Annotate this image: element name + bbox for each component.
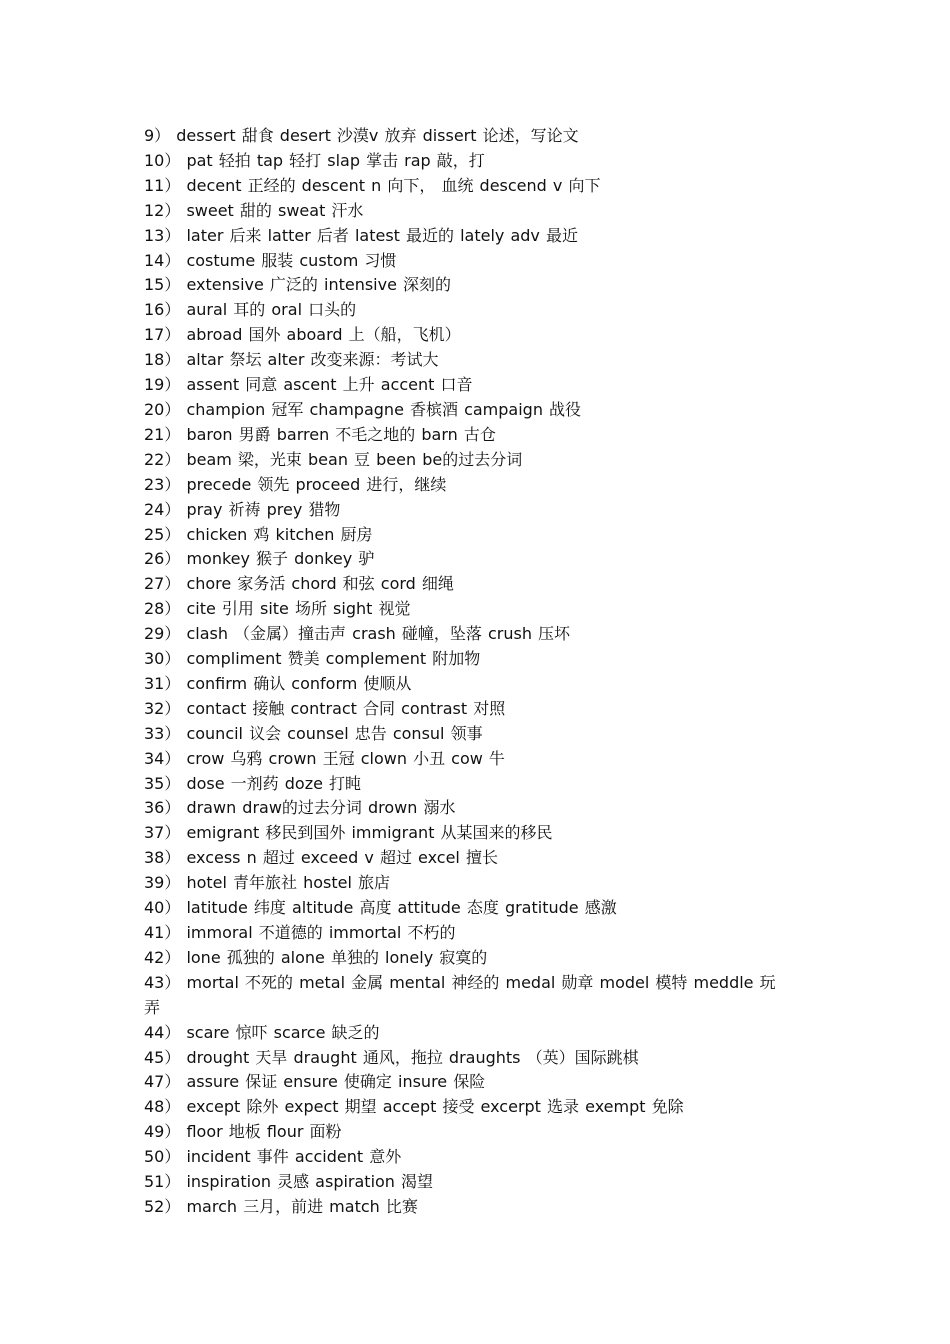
list-item: 41） immoral 不道德的 immortal 不朽的 [144, 923, 456, 942]
list-item: 31） confirm 确认 conform 使顺从 [144, 673, 412, 693]
list-item: 9） dessert 甜食 desert 沙漠v 放弃 dissert 论述，写论文 [144, 126, 579, 145]
list-item: 35） dose 一剂药 doze 打盹 [144, 773, 362, 793]
list-item: 51） inspiration 灵感 aspiration 渴望 [144, 1172, 434, 1192]
list-item: 24） pray 祈祷 prey 猎物 [144, 499, 341, 519]
list-item: 48） except 除外 expect 期望 accept 接受 excerpt 选录 exempt 免除 [144, 1097, 684, 1117]
list-item: 21） baron 男爵 barren 不毛之地的 barn 古仓 [144, 424, 496, 444]
list-item: 23） precede 领先 proceed 进行，继续 [144, 474, 447, 494]
list-item: 17） abroad 国外 aboard 上（船，飞机） [144, 325, 461, 345]
list-item: 33） council 议会 counsel 忠告 consul 领事 [144, 723, 483, 743]
list-item: 10） pat 轻拍 tap 轻打 slap 掌击 rap 敲，打 [144, 150, 485, 170]
list-item: 43） mortal 不死的 metal 金属 mental 神经的 medal 勋章 model 模特 meddle 玩弄 [144, 972, 776, 1017]
list-item: 11） decent 正经的 descent n 向下， 血统 descend v 向下 [144, 175, 601, 195]
list-item: 28） cite 引用 site 场所 sight 视觉 [144, 599, 411, 619]
list-item: 29） clash （金属）撞击声 crash 碰幢，坠落 crush 压坏 [144, 624, 571, 644]
list-item: 22） beam 梁，光束 bean 豆 been be的过去分词 [144, 449, 523, 469]
list-item: 14） costume 服装 custom 习惯 [144, 250, 397, 270]
list-item: 16） aural 耳的 oral 口头的 [144, 300, 357, 320]
list-item: 49） floor 地板 flour 面粉 [144, 1122, 342, 1142]
list-item: 30） compliment 赞美 complement 附加物 [144, 649, 481, 669]
list-item: 40） latitude 纬度 altitude 高度 attitude 态度 gratitude 感激 [144, 898, 617, 918]
list-item: 34） crow 乌鸦 crown 王冠 clown 小丑 cow 牛 [144, 748, 505, 768]
list-item: 44） scare 惊吓 scarce 缺乏的 [144, 1022, 380, 1042]
list-item: 20） champion 冠军 champagne 香槟酒 campaign 战役 [144, 399, 582, 419]
word-list [144, 124, 784, 1220]
list-item: 15） extensive 广泛的 intensive 深刻的 [144, 275, 452, 295]
list-item: 38） excess n 超过 exceed v 超过 excel 擅长 [144, 848, 498, 868]
list-item: 39） hotel 青年旅社 hostel 旅店 [144, 873, 391, 893]
list-item: 13） later 后来 latter 后者 latest 最近的 lately adv 最近 [144, 225, 578, 245]
list-item: 27） chore 家务活 chord 和弦 cord 细绳 [144, 574, 454, 594]
list-item: 18） altar 祭坛 alter 改变来源：考试大 [144, 350, 439, 370]
list-item: 42） lone 孤独的 alone 单独的 lonely 寂寞的 [144, 947, 488, 967]
list-item: 47） assure 保证 ensure 使确定 insure 保险 [144, 1072, 486, 1092]
list-item: 26） monkey 猴子 donkey 驴 [144, 549, 375, 569]
list-item: 12） sweet 甜的 sweat 汗水 [144, 200, 364, 220]
list-item: 36） drawn draw的过去分词 drown 溺水 [144, 798, 456, 818]
list-item: 52） march 三月，前进 match 比赛 [144, 1196, 418, 1216]
list-item: 50） incident 事件 accident 意外 [144, 1147, 402, 1167]
list-item: 32） contact 接触 contract 合同 contrast 对照 [144, 698, 506, 718]
list-item: 19） assent 同意 ascent 上升 accent 口音 [144, 375, 473, 395]
list-item: 45） drought 天旱 draught 通风，拖拉 draughts （英）国际跳棋 [144, 1047, 639, 1067]
list-item: 37） emigrant 移民到国外 immigrant 从某国来的移民 [144, 823, 553, 843]
list-item: 25） chicken 鸡 kitchen 厨房 [144, 524, 373, 544]
